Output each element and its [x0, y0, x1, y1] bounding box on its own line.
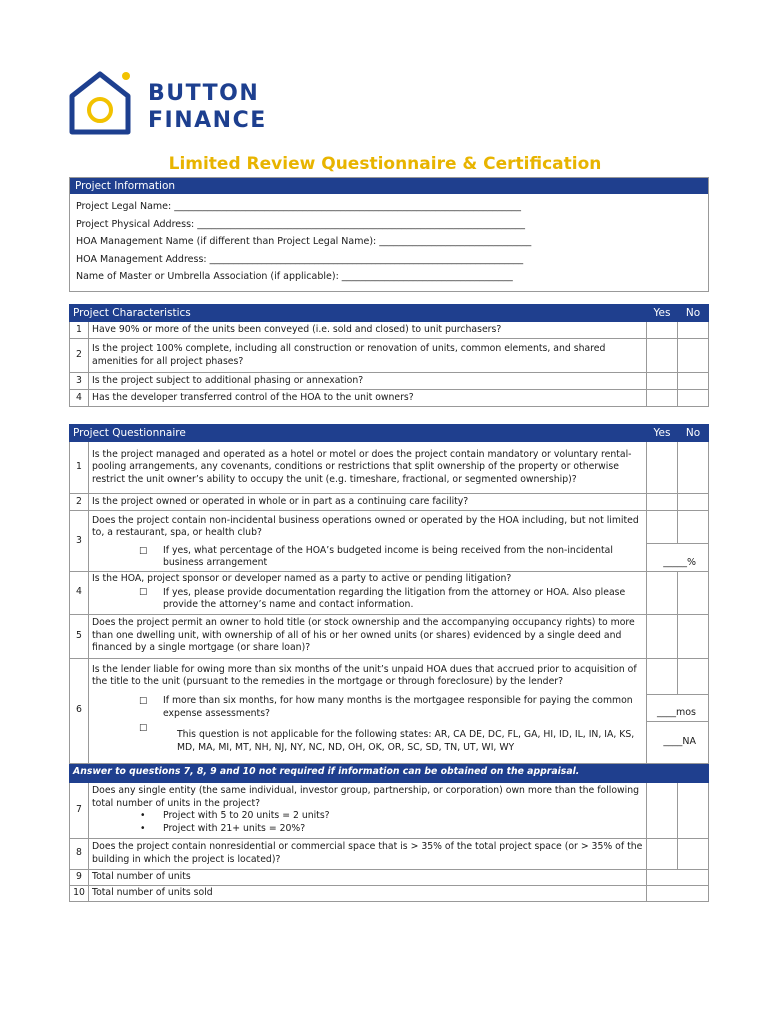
project-information-section [69, 177, 709, 292]
question-text: Does the project contain non-incidental business operations owned or operated by the HOA including, but not limited to, a restaurant, spa, or health club? [89, 511, 647, 544]
yes-answer-cell[interactable] [647, 782, 678, 838]
table-row [70, 339, 709, 373]
list-item: • Project with 5 to 20 units = 2 units? [140, 810, 330, 821]
yes-answer-cell[interactable] [647, 571, 678, 614]
checkbox-icon[interactable]: ☐ [139, 545, 148, 557]
no-answer-cell[interactable] [678, 322, 709, 339]
question-cell [89, 571, 647, 614]
question-text: Is the project 100% complete, including all construction or renovation of units, common elements, and shared amenities for all project phases? [89, 339, 647, 373]
logo-wordmark [148, 80, 267, 134]
yes-answer-cell[interactable] [647, 494, 678, 511]
no-answer-cell[interactable] [678, 494, 709, 511]
row-number: 9 [70, 869, 89, 885]
row-number: 4 [70, 390, 89, 407]
page-title: Limited Review Questionnaire & Certification [168, 154, 602, 174]
question-text: Total number of units [89, 869, 647, 885]
row-number: 2 [70, 339, 89, 373]
no-column-header: No [678, 425, 709, 442]
table-row [70, 782, 709, 838]
button-finance-logo [68, 70, 268, 136]
table-row [70, 694, 709, 721]
units-sold-field[interactable] [647, 885, 709, 901]
no-answer-cell[interactable] [678, 838, 709, 869]
no-answer-cell[interactable] [678, 511, 709, 544]
row-number: 6 [70, 658, 89, 763]
project-legal-name-field[interactable]: Project Legal Name: _________________________________________________________________________ [76, 201, 522, 212]
row-number: 4 [70, 571, 89, 614]
bullet-text: Project with 5 to 20 units = 2 units? [163, 810, 330, 821]
bullet-text: Project with 21+ units = 20%? [163, 822, 306, 834]
table-row [70, 571, 709, 614]
question-text: Have 90% or more of the units been conveyed (i.e. sold and closed) to unit purchasers? [89, 322, 647, 339]
sub-question [89, 544, 647, 572]
table-row [70, 544, 709, 572]
months-answer-field[interactable]: ____mos [647, 694, 709, 721]
table-row [70, 373, 709, 390]
table-row [70, 614, 709, 658]
row-number: 10 [70, 885, 89, 901]
project-questionnaire-header: Project Questionnaire [70, 425, 647, 442]
checkbox-icon[interactable]: ☐ [139, 696, 148, 707]
list-item: • Project with 21+ units = 20%? [140, 822, 306, 834]
table-row [70, 658, 709, 694]
question-cell [89, 782, 647, 838]
project-characteristics-header: Project Characteristics [70, 305, 647, 322]
question-text: Is the lender liable for owing more than six months of the unit’s unpaid HOA dues that accrued prior to acquisition of the title to the unit (pursuant to the remedies in the mortgage or through foreclosure) by the lender? [89, 658, 647, 694]
table-row [70, 322, 709, 339]
no-answer-cell[interactable] [678, 390, 709, 407]
yes-column-header: Yes [647, 425, 678, 442]
yes-answer-cell[interactable] [647, 614, 678, 658]
hoa-management-name-field[interactable]: HOA Management Name (if different than Project Legal Name): ________________________________ [76, 236, 532, 247]
yes-column-header: Yes [647, 305, 678, 322]
question-text: Has the developer transferred control of the HOA to the unit owners? [89, 390, 647, 407]
table-row [70, 885, 709, 901]
yes-answer-cell[interactable] [647, 658, 678, 694]
no-answer-cell[interactable] [678, 373, 709, 390]
project-information-header: Project Information [70, 178, 708, 194]
no-answer-cell[interactable] [678, 442, 709, 494]
table-row [70, 869, 709, 885]
row-number: 1 [70, 322, 89, 339]
table-row [70, 494, 709, 511]
question-text: Does the project permit an owner to hold title (or stock ownership and the accompanying occupancy rights) to more than one dwelling unit, with ownership of all of his or her owned units (or shares) evidenced by a single deed and financed by a single mortgage (or share loan)? [89, 614, 647, 658]
row-number: 3 [70, 373, 89, 390]
yes-answer-cell[interactable] [647, 511, 678, 544]
no-answer-cell[interactable] [678, 614, 709, 658]
project-questionnaire-section [69, 424, 709, 902]
row-number: 1 [70, 442, 89, 494]
sub-question-text: If yes, what percentage of the HOA’s budgeted income is being received from the non-incidental business arrangement [163, 544, 613, 568]
appraisal-note-banner: Answer to questions 7, 8, 9 and 10 not required if information can be obtained on the appraisal. [70, 763, 709, 782]
question-text: Is the project managed and operated as a hotel or motel or does the project contain mandatory or voluntary rental-pooling arrangements, any covenants, conditions or restrictions that split ownership of the property or otherwise restrict the unit owner’s ability to occupy the unit (e.g. timeshare, fractional, or segmented ownership)? [89, 442, 647, 494]
logo-line-2: FINANCE [148, 108, 267, 133]
yes-answer-cell[interactable] [647, 339, 678, 373]
no-answer-cell[interactable] [678, 782, 709, 838]
total-units-field[interactable] [647, 869, 709, 885]
question-text: Is the project subject to additional phasing or annexation? [89, 373, 647, 390]
project-physical-address-field[interactable]: Project Physical Address: _____________________________________________________________________ [76, 218, 525, 230]
row-number: 2 [70, 494, 89, 511]
table-row [70, 390, 709, 407]
logo-line-1: BUTTON [148, 81, 260, 106]
no-answer-cell[interactable] [678, 339, 709, 373]
no-answer-cell[interactable] [678, 571, 709, 614]
project-characteristics-section [69, 304, 709, 407]
question-text: Does any single entity (the same individual, investor group, partnership, or corporation) own more than the following total number of units in the project? [92, 785, 640, 809]
na-answer-field[interactable]: ____NA [647, 721, 709, 763]
house-logo-icon [68, 70, 134, 136]
row-number: 7 [70, 782, 89, 838]
percentage-answer-field[interactable]: _____% [647, 544, 709, 572]
yes-answer-cell[interactable] [647, 838, 678, 869]
master-association-field[interactable]: Name of Master or Umbrella Association (if applicable): ____________________________________ [76, 271, 513, 282]
table-row [70, 442, 709, 494]
question-text: Does the project contain nonresidential or commercial space that is > 35% of the total project space (or > 35% of the building in which the project is located)? [89, 838, 647, 869]
sub-question [89, 721, 647, 763]
yes-answer-cell[interactable] [647, 442, 678, 494]
hoa-management-address-field[interactable]: HOA Management Address: __________________________________________________________________ [76, 253, 524, 265]
question-text: Is the project owned or operated in whole or in part as a continuing care facility? [89, 494, 647, 511]
checkbox-icon[interactable]: ☐ [139, 723, 148, 734]
checkbox-icon[interactable]: ☐ [139, 586, 148, 598]
sub-question-text: This question is not applicable for the following states: AR, CA DE, DC, FL, GA, HI, ID, IL, IN, IA, KS, MD, MA, MI, MT, NH, NJ, NY, NC, ND, OH, OK, OR, SC, SD, TN, UT, WI, WY [177, 729, 635, 753]
yes-answer-cell[interactable] [647, 373, 678, 390]
row-number: 3 [70, 511, 89, 572]
table-row [70, 838, 709, 869]
no-answer-cell[interactable] [678, 658, 709, 694]
row-number: 8 [70, 838, 89, 869]
yes-answer-cell[interactable] [647, 322, 678, 339]
no-column-header: No [678, 305, 709, 322]
row-number: 5 [70, 614, 89, 658]
sub-question [92, 587, 643, 612]
yes-answer-cell[interactable] [647, 390, 678, 407]
sub-question-text: If yes, please provide documentation regarding the litigation from the attorney or HOA. Also please provide the attorney’s name and contact information. [163, 586, 626, 611]
sub-question-text: If more than six months, for how many months is the mortgagee responsible for paying the common expense assessments? [163, 695, 633, 719]
question-text: Is the HOA, project sponsor or developer named as a party to active or pending litigation? [92, 573, 512, 585]
sub-question [89, 694, 647, 721]
question-text: Total number of units sold [89, 885, 647, 901]
table-row [70, 511, 709, 544]
table-row [70, 721, 709, 763]
